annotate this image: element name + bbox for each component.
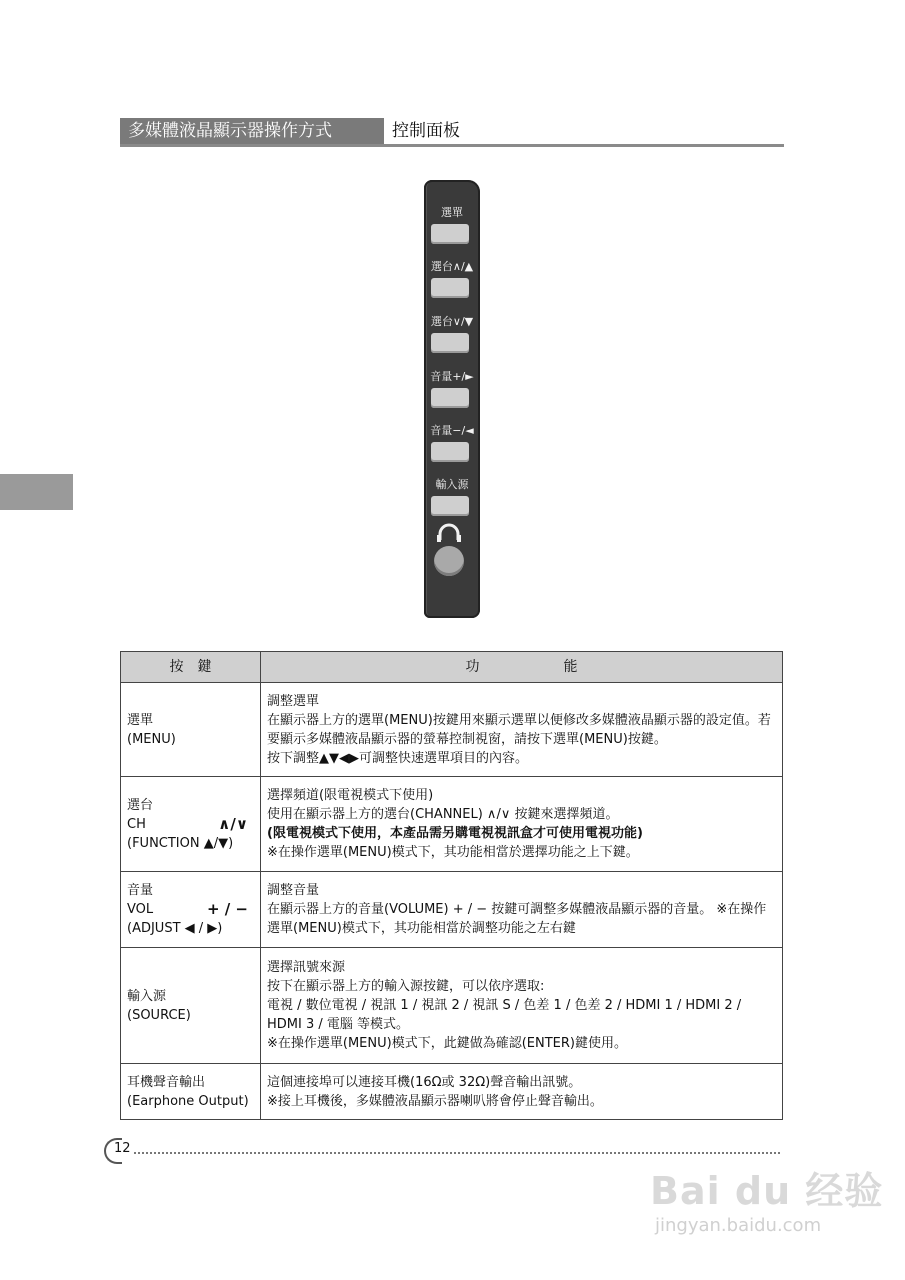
key-cell [121,777,261,872]
function-text: 這個連接埠可以連接耳機(16Ω或 32Ω)聲音輸出訊號。 [267,1074,582,1090]
function-title: 選擇頻道(限電視模式下使用) [267,788,434,803]
panel-label-vol-up: 音量+/► [430,370,474,383]
watermark-url: jingyan.baidu.com [655,1215,822,1236]
panel-label-vol-down: 音量−/◄ [430,424,474,437]
key-function-alt: (ADJUST ◀ / ▶) [127,921,223,936]
function-title: 選擇訊號來源 [267,960,346,975]
key-cell [121,683,261,777]
key-name-en: VOL [127,902,154,917]
function-cell [261,683,783,777]
header-rule [120,144,784,147]
menu-button [431,224,469,244]
function-text: 電視 / 數位電視 / 視訊 1 / 視訊 2 / 視訊 S / 色差 1 / 色差 2 / HDMI 1 / HDMI 2 / HDMI 3 / 電腦 等模式。 [267,998,742,1032]
function-note: (限電視模式下使用，本產品需另購電視視訊盒才可使用電視功能) [267,826,643,841]
function-text: ※接上耳機後，多媒體液晶顯示器喇叭將會停止聲音輸出。 [267,1093,603,1109]
table-row [121,683,783,777]
panel-label-ch-up: 選台∧/▲ [430,260,474,273]
key-cell [121,1064,261,1120]
volume-down-button [431,442,469,462]
key-name-en: CH [127,816,146,832]
panel-label-menu: 選單 [441,206,463,219]
volume-up-button [431,388,469,408]
key-function-alt: (FUNCTION ▲/▼) [127,835,234,851]
table-row [121,777,783,872]
page-title: 控制面板 [392,121,460,141]
header-key: 按 鍵 [121,652,261,683]
headphone-icon [434,522,464,544]
key-name: 音量 [127,883,154,898]
table-row [121,948,783,1064]
function-title: 調整選單 [267,693,320,709]
key-name-en: (SOURCE) [127,1007,191,1023]
function-text: 在顯示器上方的選單(MENU)按鍵用來顯示選單以便修改多媒體液晶顯示器的設定值。若要顯示多媒體液晶顯示器的螢幕控制視窗，請按下選單(MENU)按鍵。 [267,712,771,747]
key-name: 選單 [127,712,154,728]
key-name-en: (MENU) [127,731,176,747]
key-function-table [120,651,783,1120]
key-name: 選台 [127,797,154,813]
function-text: 在顯示器上方的音量(VOLUME) + / − 按鍵可調整多媒體液晶顯示器的音量。 ※在操作選單(MENU)模式下，其功能相當於調整功能之左右鍵 [267,902,767,936]
plus-minus-icon: + / − [206,900,248,918]
function-title: 調整音量 [267,883,320,898]
source-button [431,496,469,516]
function-cell [261,1064,783,1120]
function-text: 按下在顯示器上方的輸入源按鍵，可以依序選取: [267,979,545,994]
key-name-en: (Earphone Output) [127,1093,249,1109]
function-text: 使用在顯示器上方的選台(CHANNEL) ∧/∨ 按鍵來選擇頻道。 [267,807,619,822]
watermark-brand: Bai du 经验 [650,1169,884,1213]
key-name: 耳機聲音輸出 [127,1074,206,1090]
panel-label-ch-down: 選台∨/▼ [430,315,474,328]
function-cell [261,872,783,948]
footer-dotted-rule [134,1152,780,1154]
function-cell [261,777,783,872]
channel-arrows-icon: ∧/∨ [218,814,248,833]
control-panel [424,180,480,618]
function-text: ※在操作選單(MENU)模式下，其功能相當於選擇功能之上下鍵。 [267,845,639,860]
page-footer [104,1138,780,1162]
function-text: ※在操作選單(MENU)模式下，此鍵做為確認(ENTER)鍵使用。 [267,1036,627,1051]
chapter-tab [0,474,73,510]
key-cell [121,872,261,948]
page-number: 12 [114,1141,131,1156]
panel-label-source: 輸入源 [435,478,469,491]
header-function: 功 能 [261,652,783,683]
earphone-jack [434,546,464,576]
key-name: 輸入源 [127,988,167,1004]
table-row [121,1064,783,1120]
function-cell [261,948,783,1064]
key-cell [121,948,261,1064]
function-text: 按下調整▲▼◀▶可調整快速選單項目的內容。 [267,750,528,766]
section-title: 多媒體液晶顯示器操作方式 [120,118,384,145]
table-row [121,872,783,948]
channel-down-button [431,333,469,353]
channel-up-button [431,278,469,298]
